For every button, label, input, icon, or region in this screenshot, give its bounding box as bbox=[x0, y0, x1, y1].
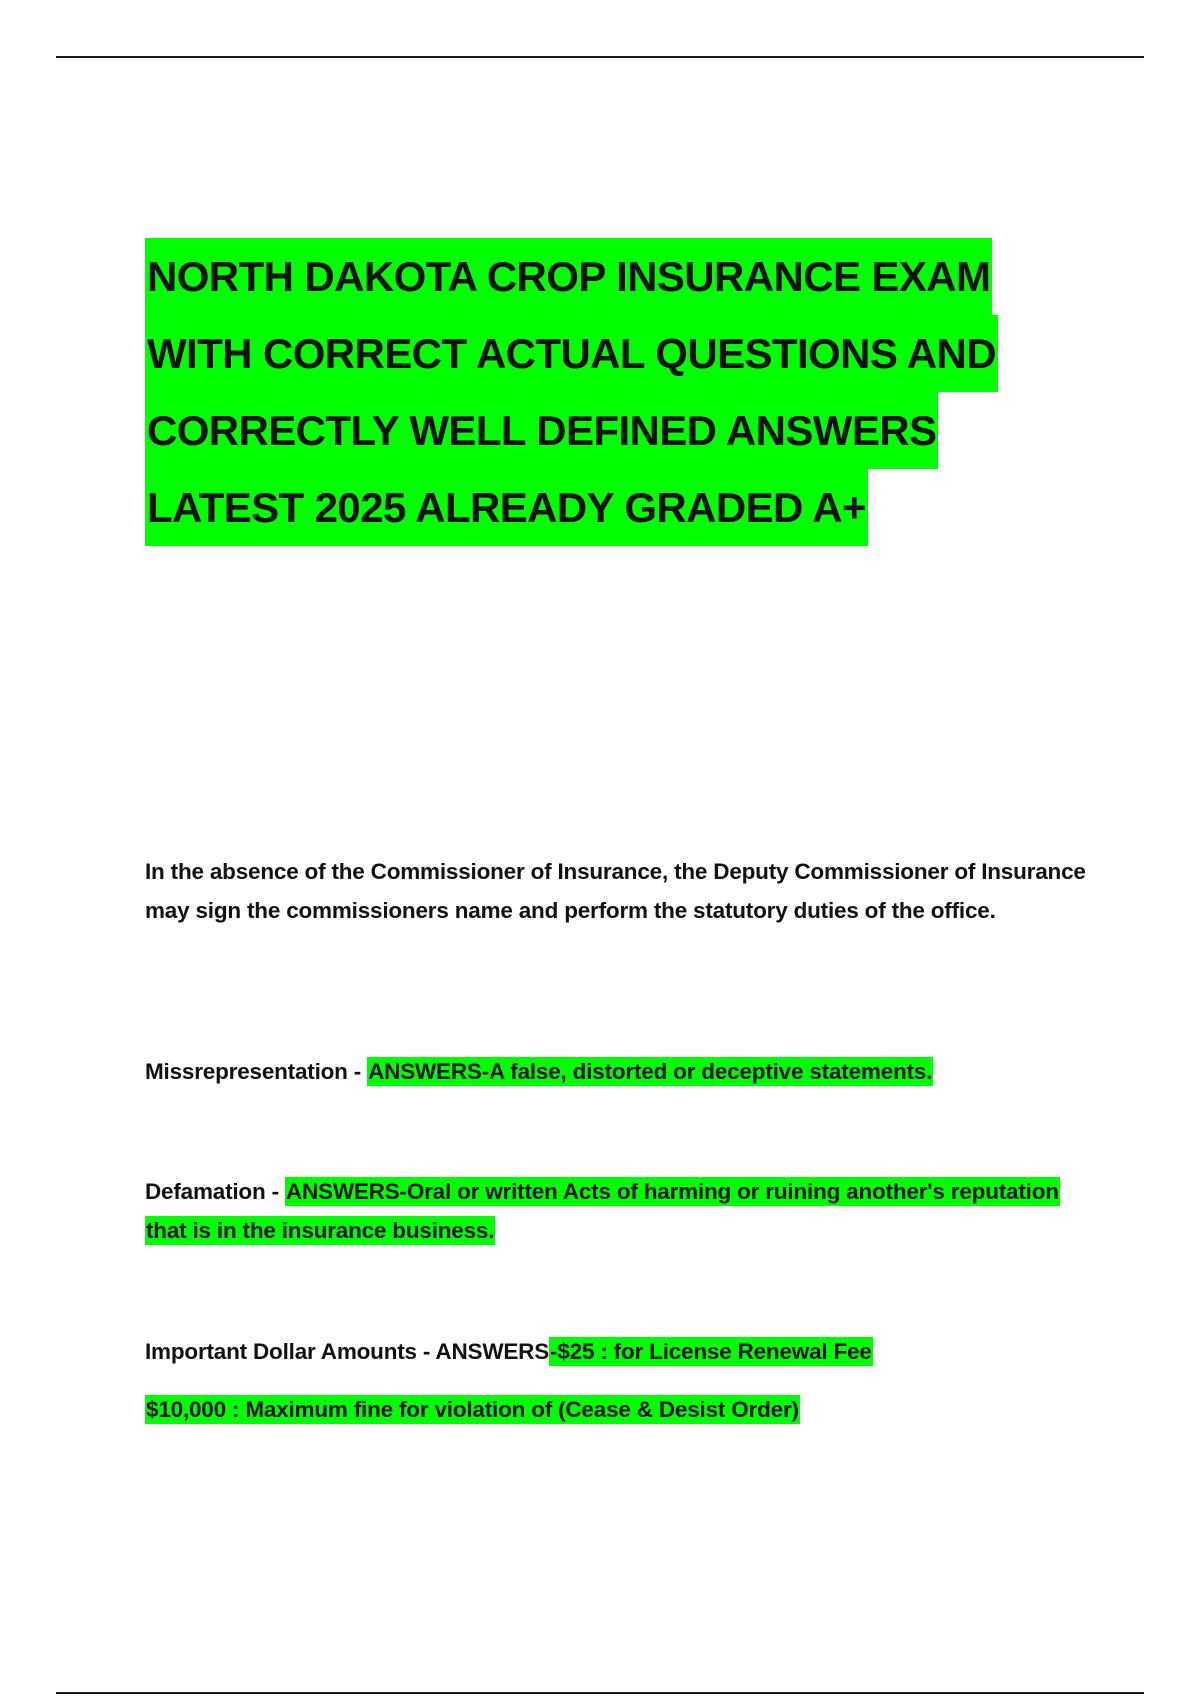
entry-answer: ANSWERS-A false, distorted or deceptive statements. bbox=[368, 1059, 933, 1084]
header-rule bbox=[56, 56, 1144, 58]
qa-entry-defamation bbox=[145, 1172, 1095, 1250]
title-line: WITH CORRECT ACTUAL QUESTIONS AND bbox=[145, 315, 998, 392]
title-line: LATEST 2025 ALREADY GRADED A+ bbox=[145, 469, 868, 546]
title-line: NORTH DAKOTA CROP INSURANCE EXAM bbox=[145, 238, 992, 315]
footer-rule bbox=[56, 1692, 1144, 1694]
entry-term: Missrepresentation - bbox=[145, 1059, 368, 1084]
entry-answer: -$25 : for License Renewal Fee bbox=[550, 1339, 872, 1364]
document-title bbox=[145, 238, 1105, 546]
qa-entry-dollar-amounts bbox=[145, 1332, 1095, 1371]
entry-term: Defamation - bbox=[145, 1179, 285, 1204]
qa-entry-dollar-amounts-line2 bbox=[145, 1390, 1095, 1429]
intro-paragraph: In the absence of the Commissioner of Insurance, the Deputy Commissioner of Insurance may sign the commissioners name and perform the statutory duties of the office. bbox=[145, 859, 1086, 923]
entry-answer: ANSWERS-Oral or written Acts of harming or ruining another's reputation that is in the insurance business. bbox=[146, 1179, 1059, 1243]
entry-term: Important Dollar Amounts - ANSWERS bbox=[145, 1339, 550, 1364]
qa-entry-misrepresentation bbox=[145, 1052, 1095, 1091]
title-line: CORRECTLY WELL DEFINED ANSWERS bbox=[145, 392, 938, 469]
entry-answer-continued: $10,000 : Maximum fine for violation of (Cease & Desist Order) bbox=[146, 1397, 799, 1422]
